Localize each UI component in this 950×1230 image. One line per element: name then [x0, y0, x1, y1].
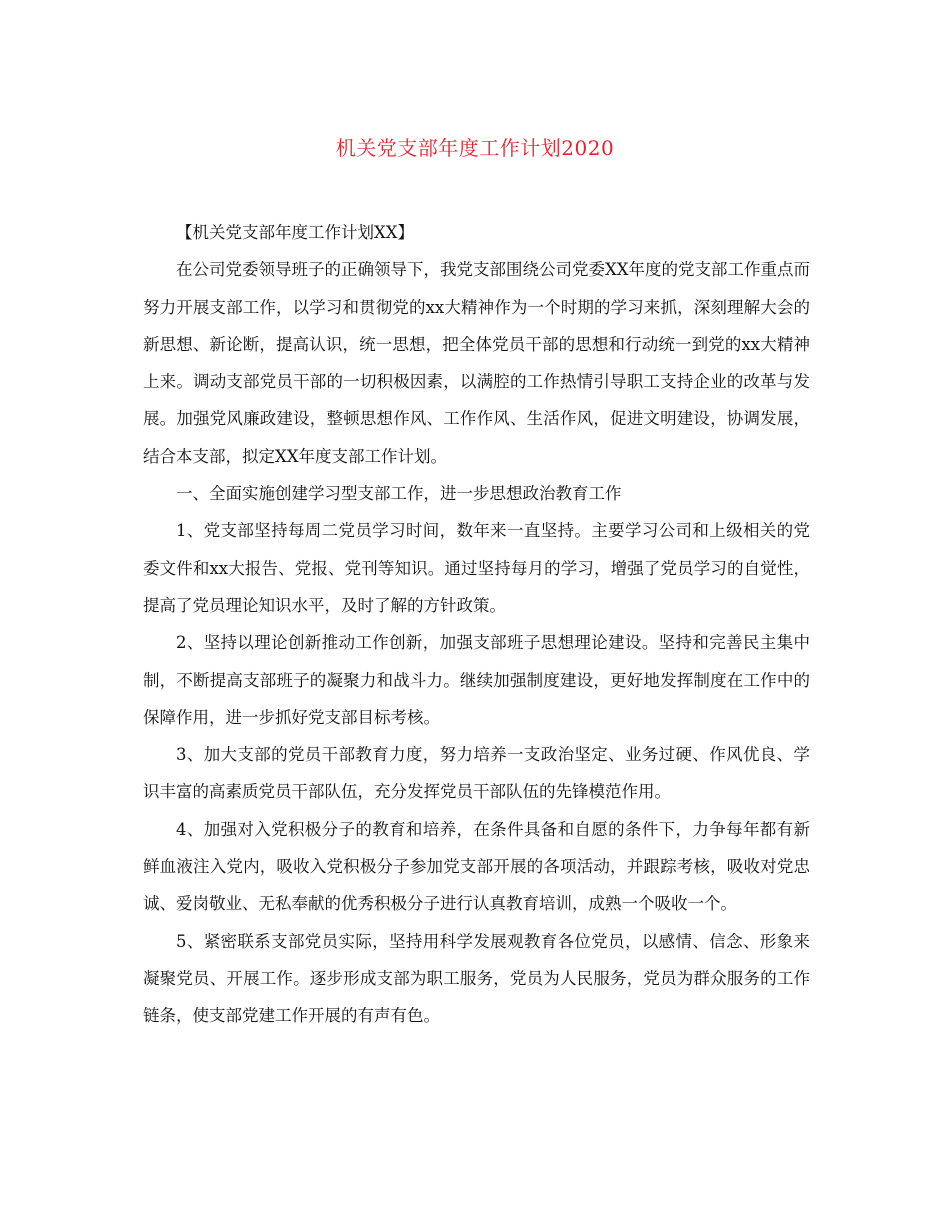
- paragraph-intro: 在公司党委领导班子的正确领导下，我党支部围绕公司党委XX年度的党支部工作重点而努力开展支部工作，以学习和贯彻党的xx大精神作为一个时期的学习来抓，深刻理解大会的新思想、新论断，提高认识，统一思想，把全体党员干部的思想和行动统一到党的xx大精神上来。调动支部党员干部的一切积极因素，以满腔的工作热情引导职工支持企业的改革与发展。加强党风廉政建设，整顿思想作风、工作作风、生活作风，促进文明建设，协调发展，结合本支部，拟定XX年度支部工作计划。: [143, 260, 810, 466]
- paragraph-item-1: 1、党支部坚持每周二党员学习时间，数年来一直坚持。主要学习公司和上级相关的党委文件和xx大报告、党报、党刊等知识。通过坚持每月的学习，增强了党员学习的自觉性，提高了党员理论知识水平，及时了解的方针政策。: [143, 521, 810, 615]
- paragraph-item-4: 4、加强对入党积极分子的教育和培养，在条件具备和自愿的条件下，力争每年都有新鲜血液注入党内，吸收入党积极分子参加党支部开展的各项活动，并跟踪考核，吸收对党忠诚、爱岗敬业、无私奉献的优秀积极分子进行认真教育培训，成熟一个吸收一个。: [143, 819, 810, 914]
- document-body: [143, 214, 810, 1035]
- section-heading: 一、全面实施创建学习型支部工作，进一步思想政治教育工作: [176, 484, 622, 504]
- paragraph-item-3: 3、加大支部的党员干部教育力度，努力培养一支政治坚定、业务过硬、作风优良、学识丰富的高素质党员干部队伍，充分发挥党员干部队伍的先锋模范作用。: [143, 745, 810, 802]
- document-title: 机关党支部年度工作计划2020: [335, 136, 615, 160]
- paragraph-heading: 【机关党支部年度工作计划XX】: [176, 223, 414, 242]
- paragraph-item-5: 5、紧密联系支部党员实际，坚持用科学发展观教育各位党员，以感情、信念、形象来凝聚党员、开展工作。逐步形成支部为职工服务，党员为人民服务，党员为群众服务的工作链条，使支部党建工作开展的有声有色。: [143, 931, 810, 1026]
- paragraph-item-2: 2、坚持以理论创新推动工作创新，加强支部班子思想理论建设。坚持和完善民主集中制，不断提高支部班子的凝聚力和战斗力。继续加强制度建设，更好地发挥制度在工作中的保障作用，进一步抓好党支部目标考核。: [143, 633, 810, 727]
